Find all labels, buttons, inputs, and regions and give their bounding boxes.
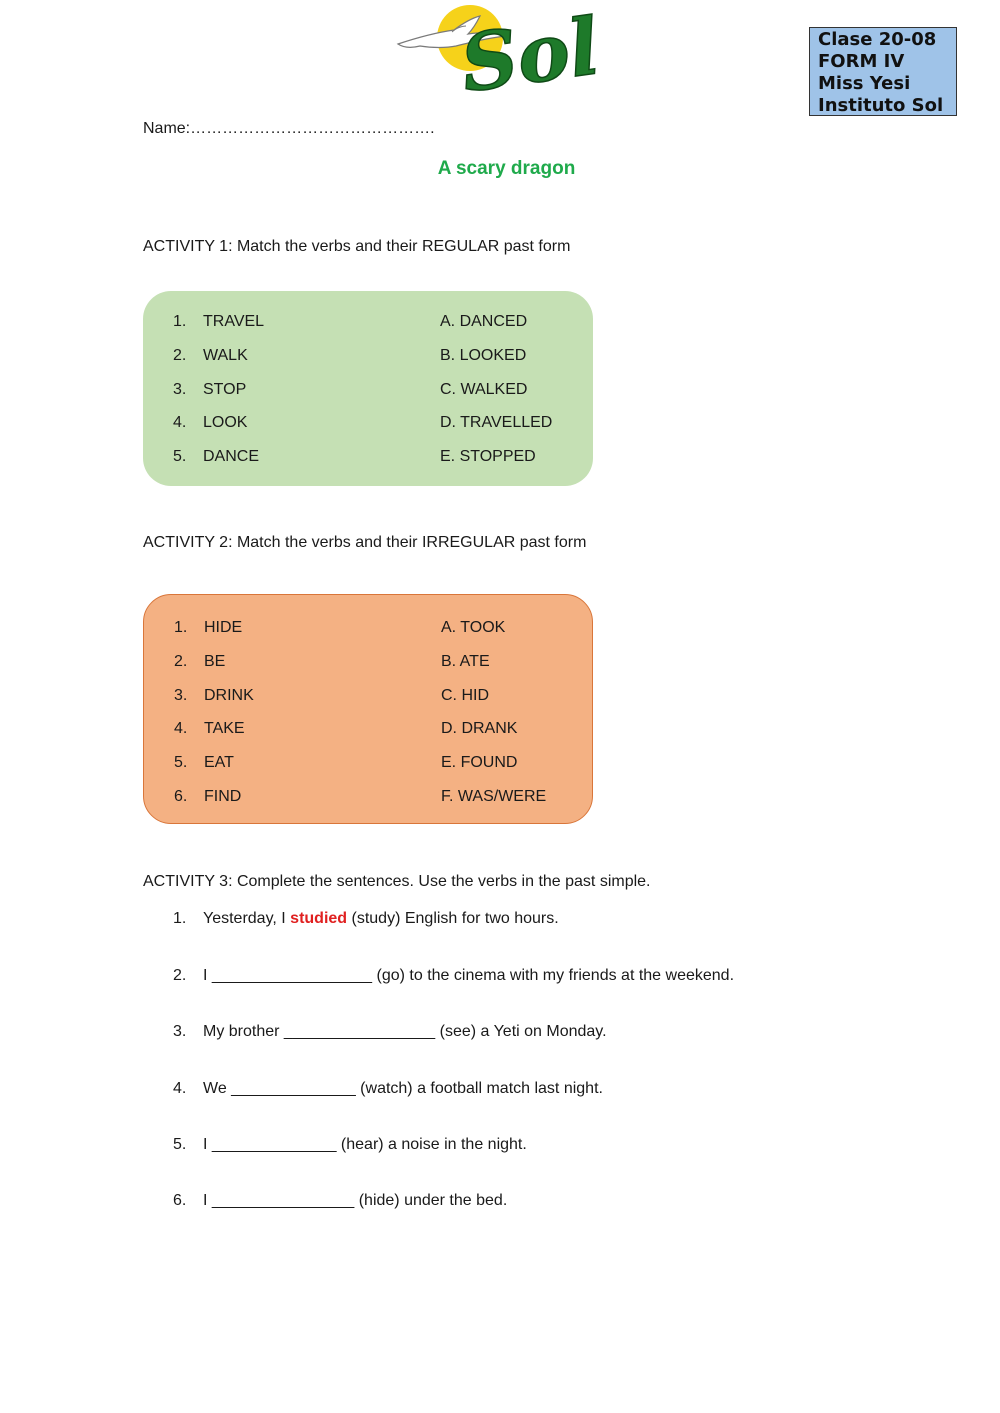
sentence-text: I ________________ (hide) under the bed. xyxy=(203,1192,508,1209)
match-row xyxy=(144,788,592,812)
verb: TAKE xyxy=(204,720,245,737)
activity3-heading: ACTIVITY 3: Complete the sentences. Use the verbs in the past simple. xyxy=(143,873,651,890)
sentence-text: Yesterday, I xyxy=(203,910,291,927)
fill-in-sentence[interactable] xyxy=(173,1192,507,1210)
class-info-line: Instituto Sol xyxy=(818,95,944,116)
verb: EAT xyxy=(204,754,234,771)
sentence-number: 3. xyxy=(173,1023,187,1040)
row-number: 5. xyxy=(174,754,188,771)
past-form: C. WALKED xyxy=(440,381,528,398)
match-row xyxy=(144,687,592,711)
example-sentence xyxy=(173,910,559,928)
verb: BE xyxy=(204,653,226,670)
verb: HIDE xyxy=(204,619,243,636)
sol-logo xyxy=(392,2,607,102)
activity2-heading: ACTIVITY 2: Match the verbs and their IRREGULAR past form xyxy=(143,534,587,551)
logo-text: Sol xyxy=(455,2,605,102)
fill-in-sentence[interactable] xyxy=(173,1136,527,1154)
past-form: A. TOOK xyxy=(441,619,506,636)
row-number: 4. xyxy=(174,720,188,737)
class-info-line: FORM IV xyxy=(818,51,905,72)
past-form: E. FOUND xyxy=(441,754,518,771)
activity1-heading: ACTIVITY 1: Match the verbs and their REGULAR past form xyxy=(143,238,571,255)
match-row xyxy=(143,347,593,371)
row-number: 1. xyxy=(174,619,188,636)
sentence-text: (study) English for two hours. xyxy=(347,910,559,927)
past-form: A. DANCED xyxy=(440,313,528,330)
row-number: 1. xyxy=(173,313,187,330)
match-row xyxy=(143,381,593,405)
match-row xyxy=(144,754,592,778)
past-form: E. STOPPED xyxy=(440,448,536,465)
sentence-text: We ______________ (watch) a football match last night. xyxy=(203,1080,603,1097)
row-number: 4. xyxy=(173,414,187,431)
row-number: 6. xyxy=(174,788,188,805)
name-field-label: Name:………………………………………. xyxy=(143,120,435,137)
verb: STOP xyxy=(203,381,247,398)
sentence-text: I ______________ (hear) a noise in the night. xyxy=(203,1136,527,1153)
verb: TRAVEL xyxy=(203,313,265,330)
past-form: D. TRAVELLED xyxy=(440,414,553,431)
class-info-line: Clase 20-08 xyxy=(818,29,937,50)
verb: FIND xyxy=(204,788,242,805)
sentence-text: I __________________ (go) to the cinema with my friends at the weekend. xyxy=(203,967,735,984)
row-number: 5. xyxy=(173,448,187,465)
verb: WALK xyxy=(203,347,248,364)
verb: DANCE xyxy=(203,448,260,465)
match-row xyxy=(143,448,593,472)
sentence-number: 6. xyxy=(173,1192,187,1209)
match-row xyxy=(144,720,592,744)
match-row xyxy=(143,313,593,337)
sentence-number: 4. xyxy=(173,1080,187,1097)
sentence-number: 2. xyxy=(173,967,187,984)
sentence-text: My brother _________________ (see) a Yeti on Monday. xyxy=(203,1023,607,1040)
row-number: 2. xyxy=(174,653,188,670)
sentence-number: 5. xyxy=(173,1136,187,1153)
verb: DRINK xyxy=(204,687,254,704)
row-number: 3. xyxy=(174,687,188,704)
row-number: 3. xyxy=(173,381,187,398)
past-form: D. DRANK xyxy=(441,720,518,737)
match-row xyxy=(144,653,592,677)
sentence-number: 1. xyxy=(173,910,187,927)
match-row xyxy=(144,619,592,643)
past-form: F. WAS/WERE xyxy=(441,788,547,805)
past-form: B. LOOKED xyxy=(440,347,527,364)
row-number: 2. xyxy=(173,347,187,364)
past-form: C. HID xyxy=(441,687,489,704)
regular-verbs-box xyxy=(143,291,593,486)
fill-in-sentence[interactable] xyxy=(173,1023,607,1041)
class-info-line: Miss Yesi xyxy=(818,73,911,94)
fill-in-sentence[interactable] xyxy=(173,1080,603,1098)
match-row xyxy=(143,414,593,438)
example-answer: studied xyxy=(290,910,348,927)
worksheet-title: A scary dragon xyxy=(437,158,576,179)
fill-in-sentence[interactable] xyxy=(173,967,734,985)
past-form: B. ATE xyxy=(441,653,490,670)
irregular-verbs-box xyxy=(143,594,593,824)
verb: LOOK xyxy=(203,414,248,431)
class-info-box xyxy=(809,27,957,116)
